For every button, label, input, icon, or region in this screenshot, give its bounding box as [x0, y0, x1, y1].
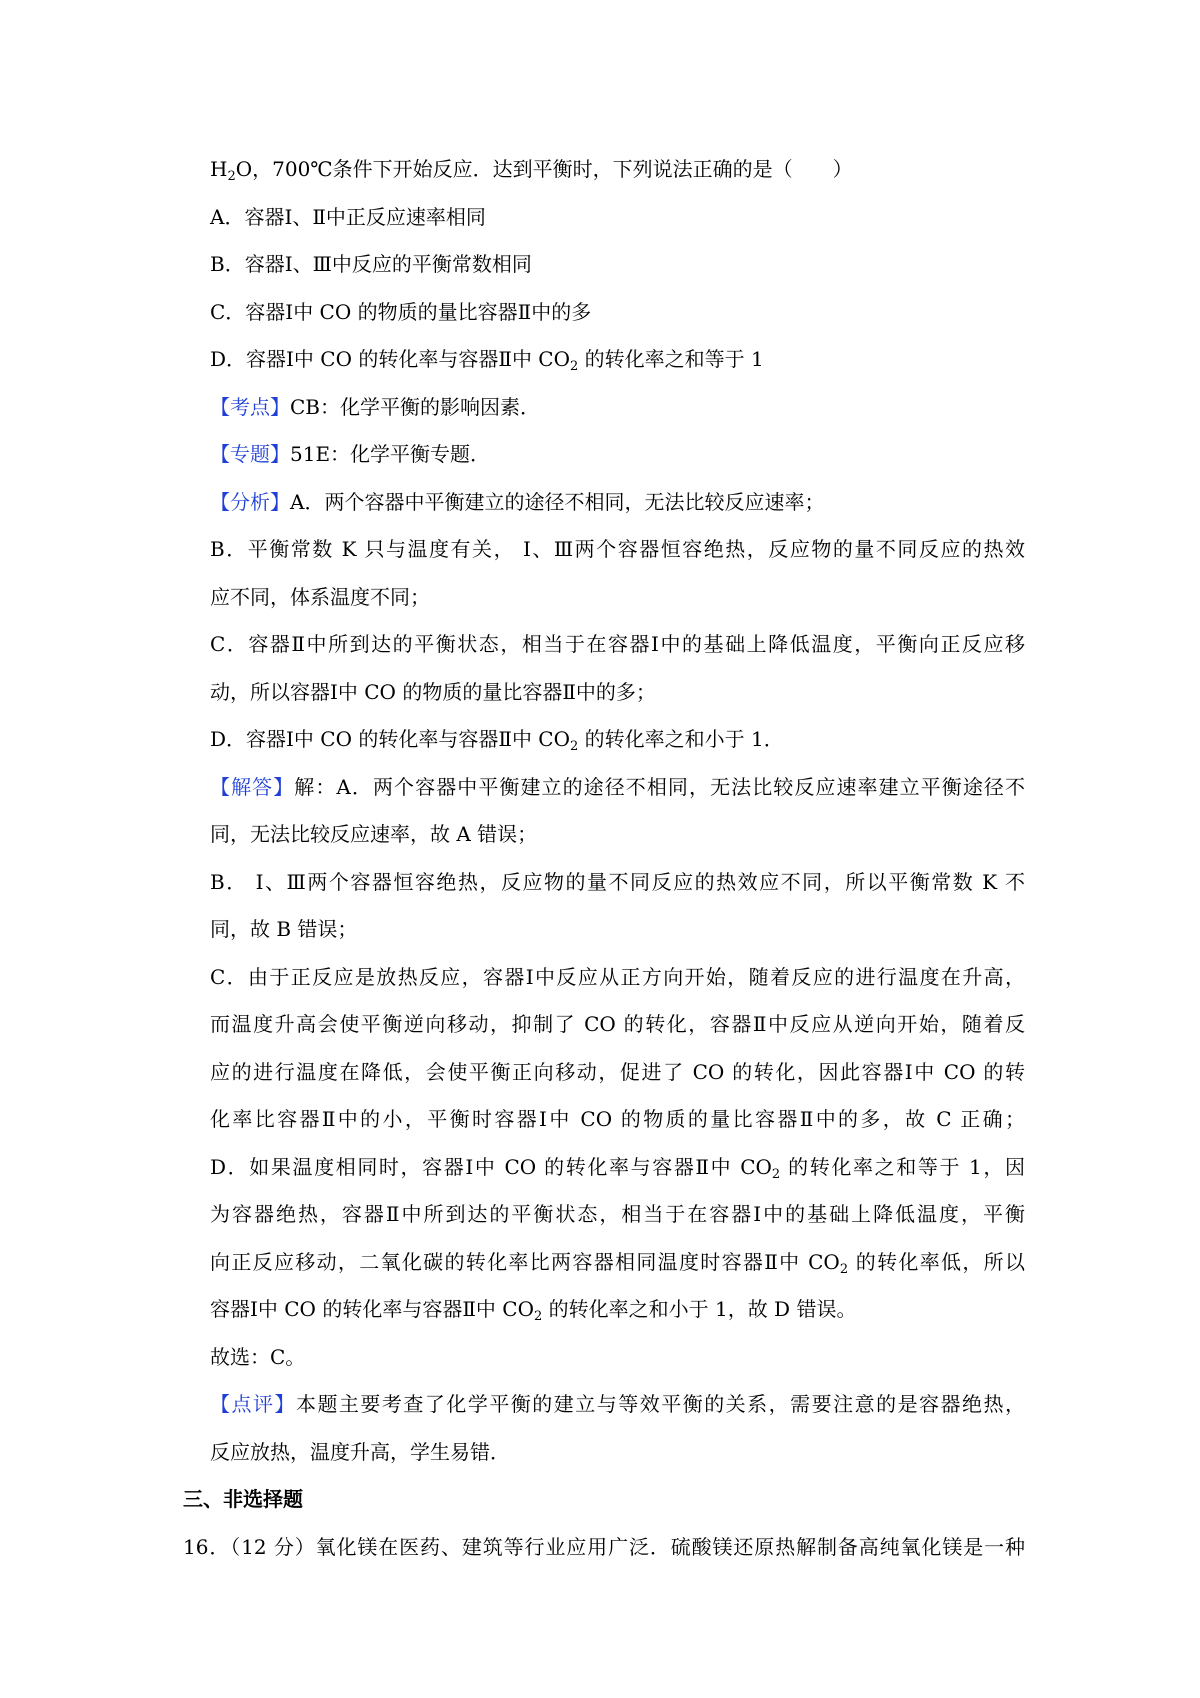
text-line: [210, 155, 1025, 183]
text-segment: O，700℃条件下开始反应．达到平衡时，下列说法正确的是（ ）: [235, 157, 853, 181]
text-segment: 同，无法比较反应速率，故 A 错误；: [210, 822, 538, 846]
text-segment: A．两个容器中平衡建立的途径不相同，无法比较反应速率；: [290, 489, 825, 514]
text-segment: B． Ⅰ、Ⅲ两个容器恒容绝热，反应物的量不同反应的热效应不同，所以平衡常数 K 不: [210, 869, 1025, 894]
text-line: [210, 678, 1025, 706]
text-segment: 而温度升高会使平衡逆向移动，抑制了 CO 的转化，容器Ⅱ中反应从逆向开始，随着反: [210, 1012, 1025, 1036]
section-label: 【考点】: [210, 394, 290, 419]
text-line: [210, 535, 1025, 563]
subscript: 2: [570, 739, 579, 754]
text-segment: 的转化率之和等于 1，因: [780, 1154, 1025, 1179]
section-label: 【分析】: [210, 489, 290, 514]
text-segment: 的转化率低，所以: [848, 1249, 1025, 1274]
text-segment: 的转化率之和等于 1: [578, 347, 764, 371]
text-line: [210, 440, 1025, 468]
text-line: [210, 345, 1025, 373]
text-segment: D．容器Ⅰ中 CO 的转化率与容器Ⅱ中 CO: [210, 727, 570, 751]
text-segment: 容器Ⅰ中 CO 的转化率与容器Ⅱ中 CO: [210, 1297, 534, 1321]
text-line: [210, 1295, 1025, 1323]
text-segment: B．平衡常数 K 只与温度有关， Ⅰ、Ⅲ两个容器恒容绝热，反应物的量不同反应的热效: [210, 537, 1025, 561]
text-segment: A．容器Ⅰ、Ⅱ中正反应速率相同: [210, 204, 486, 229]
subscript: 2: [227, 169, 236, 184]
text-segment: 的转化率之和小于 1．: [578, 727, 784, 751]
text-line: [210, 1010, 1025, 1038]
section-label: 【解答】: [210, 774, 295, 799]
text-line: [210, 583, 1025, 611]
text-line: [210, 630, 1025, 658]
text-segment: 本题主要考查了化学平衡的建立与等效平衡的关系，需要注意的是容器绝热，: [295, 1392, 1026, 1416]
text-segment: 反应放热，温度升高，学生易错．: [210, 1439, 510, 1464]
text-line: [210, 298, 1025, 326]
text-segment: 三、非选择题: [183, 1487, 303, 1511]
text-line: [210, 773, 1025, 801]
text-segment: 同，故 B 错误；: [210, 917, 358, 941]
text-line: [210, 1058, 1025, 1086]
text-line: [210, 1153, 1025, 1181]
text-line: [210, 1438, 1025, 1466]
text-line: [210, 963, 1025, 991]
text-segment: 应的进行温度在降低，会使平衡正向移动，促进了 CO 的转化，因此容器Ⅰ中 CO 的转: [210, 1059, 1025, 1084]
text-segment: B．容器Ⅰ、Ⅲ中反应的平衡常数相同: [210, 252, 532, 276]
section-label: 【专题】: [210, 442, 290, 466]
text-segment: C．容器Ⅱ中所到达的平衡状态，相当于在容器Ⅰ中的基础上降低温度，平衡向正反应移: [210, 632, 1025, 656]
text-line: [210, 820, 1025, 848]
text-line: [210, 488, 1025, 516]
text-segment: D．如果温度相同时，容器Ⅰ中 CO 的转化率与容器Ⅱ中 CO: [210, 1154, 772, 1179]
text-line: [210, 1248, 1025, 1276]
text-segment: 为容器绝热，容器Ⅱ中所到达的平衡状态，相当于在容器Ⅰ中的基础上降低温度，平衡: [210, 1202, 1025, 1226]
text-segment: C．由于正反应是放热反应，容器Ⅰ中反应从正方向开始，随着反应的进行温度在升高，: [210, 964, 1025, 989]
subscript: 2: [839, 1261, 849, 1277]
text-segment: 解：A．两个容器中平衡建立的途径不相同，无法比较反应速率建立平衡途径不: [294, 774, 1026, 799]
text-line: [210, 393, 1025, 421]
text-segment: 51E：化学平衡专题．: [290, 442, 491, 466]
section-label: 【点评】: [210, 1392, 296, 1416]
text-segment: 的转化率之和小于 1，故 D 错误。: [542, 1297, 857, 1321]
text-line: [210, 725, 1025, 753]
text-segment: 动，所以容器Ⅰ中 CO 的物质的量比容器Ⅱ中的多；: [210, 679, 656, 704]
text-segment: D．容器Ⅰ中 CO 的转化率与容器Ⅱ中 CO: [210, 347, 570, 371]
text-line: [210, 250, 1025, 278]
text-line: [210, 915, 1025, 943]
text-segment: 故选：C。: [210, 1344, 306, 1369]
question-text: [183, 1533, 1025, 1561]
subscript: 2: [533, 1309, 543, 1324]
text-segment: 应不同，体系温度不同；: [210, 584, 430, 609]
text-line: [210, 203, 1025, 231]
section-heading: [183, 1485, 998, 1513]
text-segment: 向正反应移动，二氧化碳的转化率比两容器相同温度时容器Ⅱ中 CO: [210, 1249, 840, 1274]
text-segment: CB：化学平衡的影响因素．: [290, 394, 540, 419]
text-line: [210, 1390, 1025, 1418]
text-segment: 化率比容器Ⅱ中的小，平衡时容器Ⅰ中 CO 的物质的量比容器Ⅱ中的多，故 C 正确；: [210, 1107, 1025, 1131]
text-line: [210, 1200, 1025, 1228]
text-line: [210, 1105, 1025, 1133]
text-segment: H: [210, 157, 228, 181]
text-segment: C．容器Ⅰ中 CO 的物质的量比容器Ⅱ中的多: [210, 299, 592, 324]
text-line: [210, 1343, 1025, 1371]
text-segment: 16．（12 分）氧化镁在医药、建筑等行业应用广泛．硫酸镁还原热解制备高纯氧化镁是一种: [183, 1534, 1025, 1559]
text-line: [210, 868, 1025, 896]
subscript: 2: [570, 359, 579, 374]
subscript: 2: [771, 1166, 781, 1182]
